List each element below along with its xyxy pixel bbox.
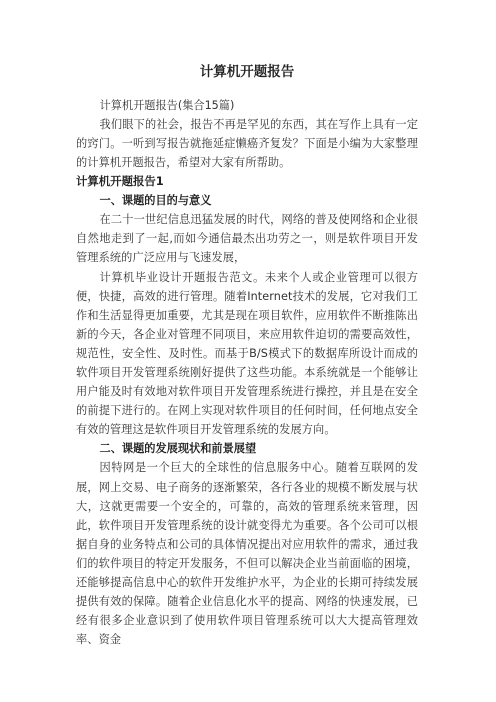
purpose-paragraph-2: 计算机毕业设计开题报告范文。未来个人或企业管理可以很方便，快捷，高效的进行管理。随着Internet技术的发展，它对我们工作和生活显得更加重要，尤其是现在项目软件，应用软件不断推陈出新的今天，各企业对管理不同项目，来应用软件迫切的需要高效性，规范性，安全性、及时性。而基于B/S模式下的数据库所设计而成的软件项目开发管理系统刚好提供了这些功能。本系统就是一个能够让用户能及时有效地对软件项目开发管理系统进行操控，并且是在安全的前提下进行的。在网上实现对软件项目的任何时间，任何地点安全有效的管理这是软件项目开发管理系统的发展方向。 — [76, 270, 418, 437]
document-subtitle: 计算机开题报告(集合15篇) — [99, 99, 235, 112]
document-title: 计算机开题报告 — [199, 64, 295, 80]
status-paragraph-1: 因特网是一个巨大的全球性的信息服务中心。随着互联网的发展，网上交易、电子商务的逐渐繁荣，各行各业的规模不断发展与状大，这就更需要一个安全的，可靠的，高效的管理系统来管理，因此，软件项目开发管理系统的设计就变得尤为重要。各个公司可以根据自身的业务特点和公司的具体情况提出对应用软件的需求，通过我们的软件项目的特定开发服务，不但可以解决企业当前面临的困境，还能够提高信息中心的软件开发维护水平，为企业的长期可持续发展提供有效的保障。随着企业信息化水平的提高、网络的快速发展，已经有很多企业意识到了使用软件项目管理系统可以大大提高管理效率、资金 — [76, 461, 418, 647]
intro-paragraph: 我们眼下的社会，报告不再是罕见的东西，其在写作上具有一定的窍门。一听到写报告就拖延症懒癌齐复发？下面是小编为大家整理的计算机开题报告，希望对大家有所帮助。 — [76, 118, 418, 170]
section-heading-purpose: 一、课题的目的与意义 — [99, 194, 212, 208]
purpose-paragraph-1: 在二十一世纪信息迅猛发展的时代，网络的普及使网络和企业很自然地走到了一起,而如今通信最杰出功劳之一，则是软件项目开发管理系统的广泛应用与飞速发展， — [76, 213, 418, 265]
section-heading-status: 二、课题的发展现状和前景展望 — [99, 442, 257, 456]
report-heading: 计算机开题报告1 — [76, 174, 164, 189]
